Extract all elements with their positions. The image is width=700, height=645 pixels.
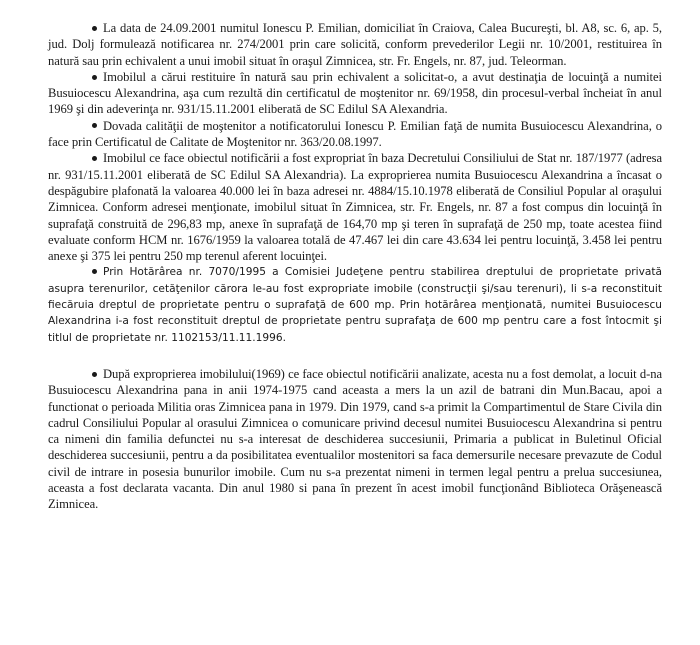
paragraph-text: La data de 24.09.2001 numitul Ionescu P. Emilian, domiciliat în Craiova, Calea Bucureşti, bl. A8, sc. 6, ap. 5, jud. Dolj formulează notificarea nr. 274/2001 prin care solicită, conform prevederilor Legii nr. 10/2001, restituirea în natură sau prin echivalent a unui imobil situat în oraşul Zimnicea, str. Fr. Engels, nr. 87, jud. Teleorman. (48, 21, 662, 68)
paragraph-dupa-expropriere (48, 366, 662, 513)
bullet-icon (92, 269, 97, 274)
bullet-icon (92, 123, 97, 128)
paragraph-spacer (48, 346, 662, 366)
paragraph-text: Imobilul a cărui restituire în natură sau prin echivalent a solicitat-o, a avut destinaţia de locuinţă a numitei Busuiocescu Alexandrina, aşa cum rezultă din certificatul de moştenitor nr. 69/1958, din procesul-verbal încheiat în anul 1969 şi din adeverinţa nr. 931/15.11.2001 eliberată de SC Edilul SA Alexandria. (48, 69, 662, 117)
bullet-icon (92, 26, 97, 31)
paragraph-text: Prin Hotărârea nr. 7070/1995 a Comisiei Judeţene pentru stabilirea dreptului de proprietate privată asupra terenurilor, cetăţenilor cărora le-au fost expropriate imobile (construcţii şi/sau terenuri), li s-a reconstituit fiecăruia dreptul de proprietate pentru o suprafaţă de 600 mp. Prin hotărârea menţionată, numitei Busuiocescu Alexandrina i-a fost reconstituit dreptul de proprietate pentru suprafaţa de 600 mp pentru care a fost întocmit şi titlul de proprietate nr. 1102153/11.11.1996. (48, 266, 662, 344)
paragraph-notificare (48, 20, 662, 69)
paragraph-text: Dovada calităţii de moştenitor a notificatorului Ionescu P. Emilian faţă de numita Busuiocescu Alexandrina, o face prin Certificatul de Calitate de Moştenitor nr. 363/20.08.1997. (48, 118, 662, 150)
paragraph-calitate-mostenitor (48, 118, 662, 151)
bullet-icon (92, 156, 97, 161)
paragraph-expropriere (48, 150, 662, 264)
paragraph-destinatie-imobil (48, 69, 662, 118)
paragraph-text: După exproprierea imobilului(1969) ce face obiectul notificării analizate, acesta nu a fost demolat, a locuit d-na Busuiocescu Alexandrina pana in anii 1974-1975 cand aceasta a mers la un azil de batrani din Mun.Bacau, apoi a functionat o perioada Militia oras Zimnicea pana in 1979. Din 1979, cand s-a primit la Compartimentul de Stare Civila din cadrul Consiliului Popular al orasului Zimnicea o comunicare privind decesul numitei Busuiocescu Alexandrina si pentru ca nimeni din familia defunctei nu s-a interesat de deschiderea succesiunii, Primaria a publicat in Buletinul Oficial deschiderea succesiunii, pentru a da posibilitatea eventualilor mostenitori sa faca demersurile necesare prevazute de Codul civil de intrare in posesia bunurilor imobile. Cum nu s-a prezentat nimeni in termen legal pentru a prelua succesiunea, aceasta a fost declarata vacanta. Din anul 1980 si pana în prezent în acest imobil funcţionând Biblioteca Orăşenească Zimnicea. (48, 366, 662, 512)
bullet-icon (92, 372, 97, 377)
bullet-icon (92, 75, 97, 80)
paragraph-text: Imobilul ce face obiectul notificării a fost expropriat în baza Decretului Consiliului de Stat nr. 187/1977 (adresa nr. 931/15.11.2001 eliberată de SC Edilul SA Alexandria). La exproprierea numita Busuiocescu Alexandrina a încasat o despăgubire plafonată la valoarea 40.000 lei în baza adresei nr. 4884/15.10.1978 eliberată de Consiliul Popular al oraşului Zimnicea. Conform adresei menţionate, imobilul situat în Zimnicea, str. Fr. Engels, nr. 87 a fost compus din locuinţă în suprafaţă construită de 296,83 mp, anexe în suprafaţă de 164,70 mp şi teren în suprafaţă de 250 mp, toate acestea fiind evaluate conform HCM nr. 1676/1959 la valoarea totală de 47.467 lei din care 43.634 lei pentru locuinţă, 3.458 lei pentru anexe şi 375 lei pentru 250 mp terenul aferent locuinţei. (48, 151, 662, 264)
paragraph-hotarare-comisie (48, 264, 662, 345)
